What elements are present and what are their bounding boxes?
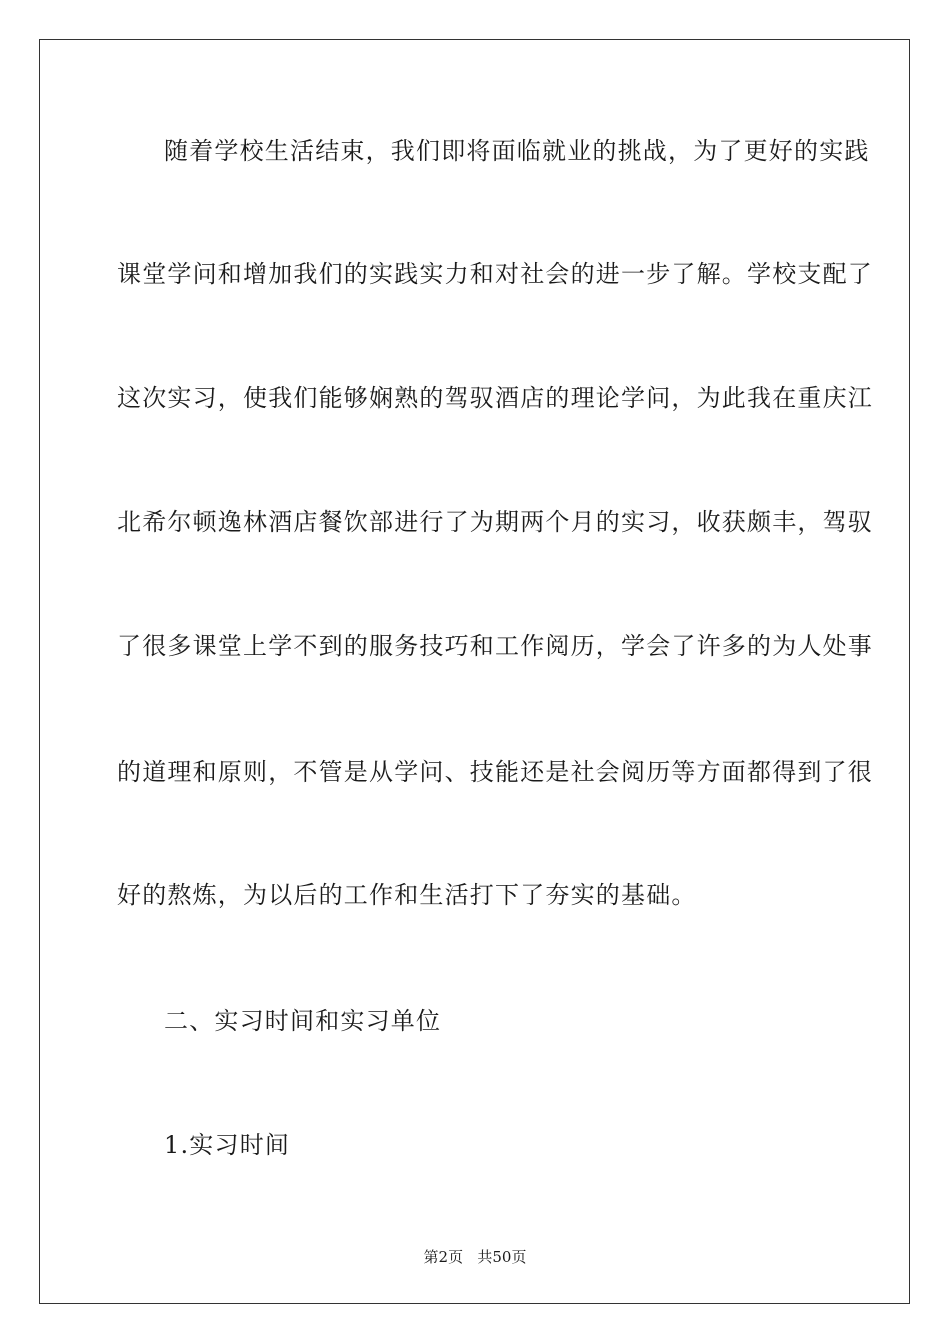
- subsection-heading: 1.实习时间: [164, 1131, 291, 1159]
- page-number: 第2页 共50页: [423, 1248, 527, 1266]
- paragraph-line: 了很多课堂上学不到的服务技巧和工作阅历，学会了许多的为人处事: [117, 632, 873, 660]
- paragraph-line: 的道理和原则，不管是从学问、技能还是社会阅历等方面都得到了很: [117, 758, 873, 786]
- paragraph-line: 课堂学问和增加我们的实践实力和对社会的进一步了解。学校支配了: [117, 260, 873, 288]
- paragraph-line: 好的熬炼，为以后的工作和生活打下了夯实的基础。: [117, 881, 697, 909]
- section-heading: 二、实习时间和实习单位: [164, 1007, 442, 1035]
- paragraph-line: 随着学校生活结束，我们即将面临就业的挑战，为了更好的实践: [164, 137, 870, 165]
- paragraph-line: 北希尔顿逸林酒店餐饮部进行了为期两个月的实习，收获颇丰，驾驭: [117, 508, 873, 536]
- paragraph-line: 这次实习，使我们能够娴熟的驾驭酒店的理论学问，为此我在重庆江: [117, 384, 873, 412]
- page-border: [39, 39, 910, 1304]
